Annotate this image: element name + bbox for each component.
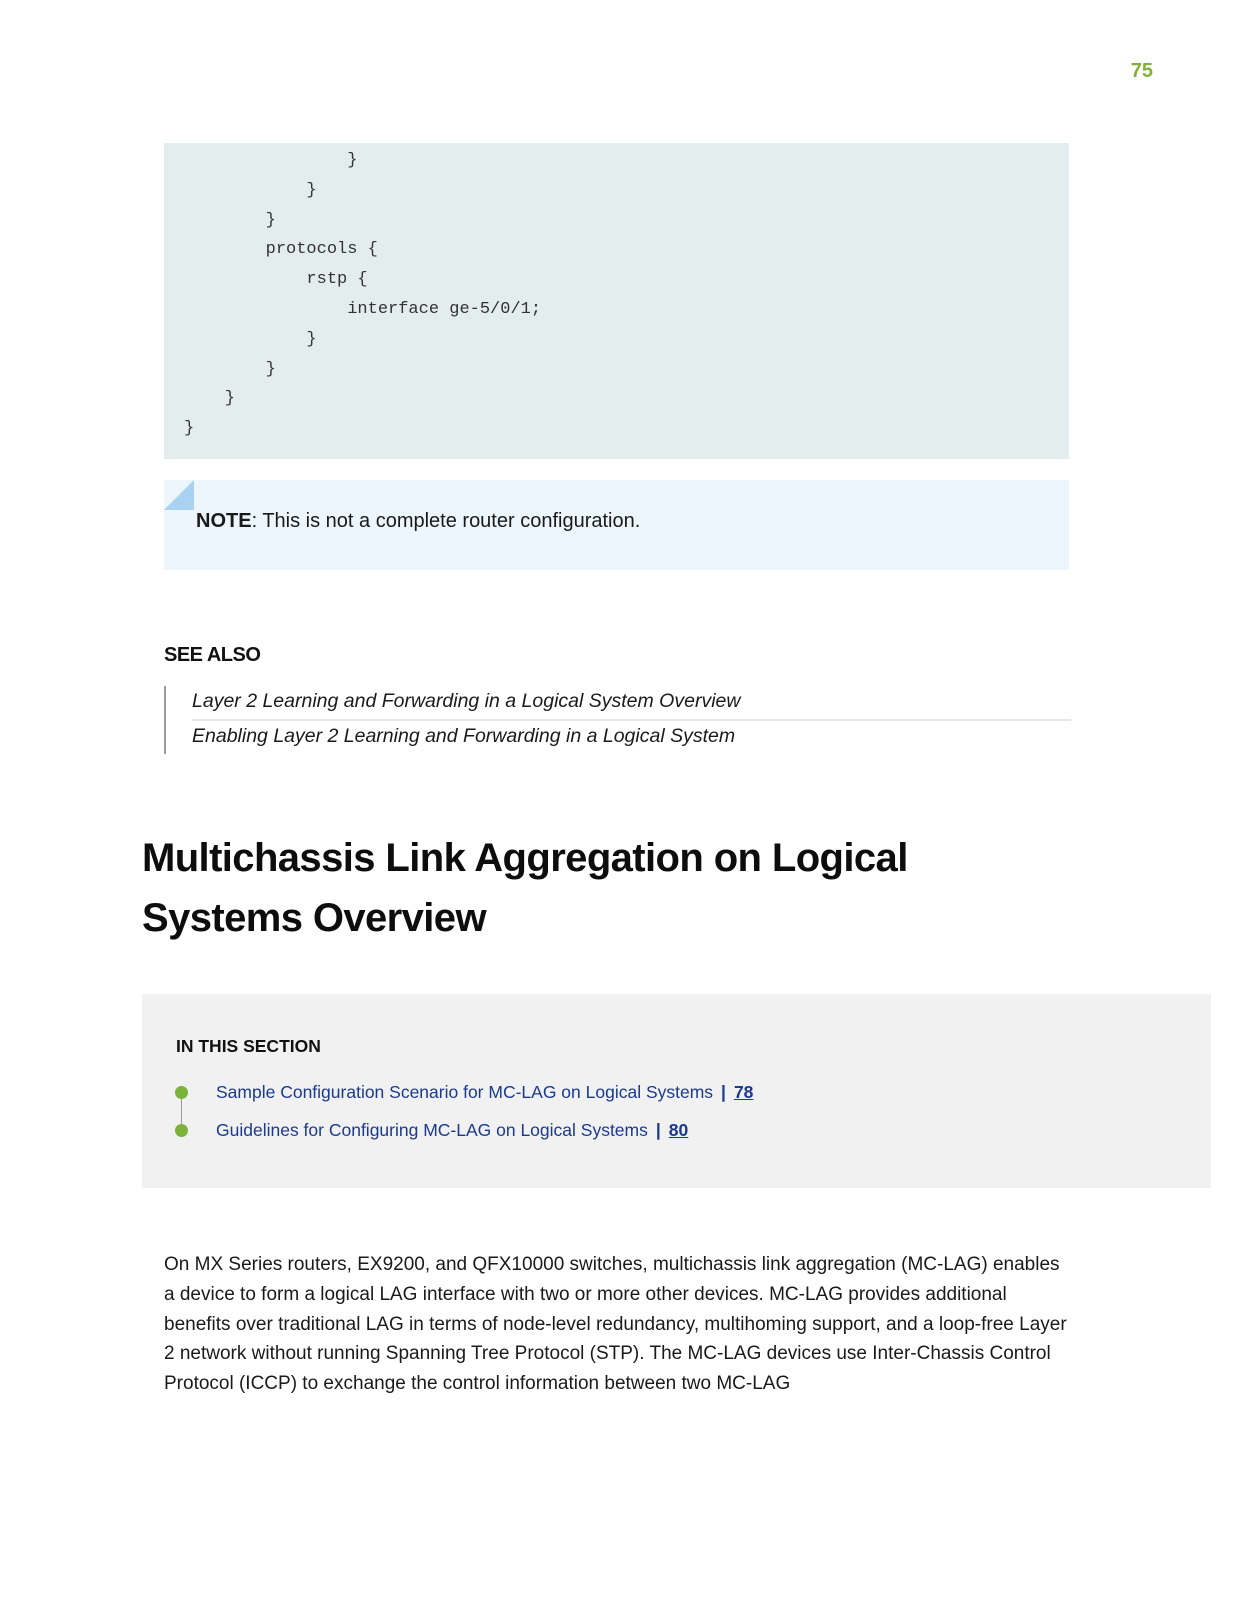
- code-line: protocols {: [184, 240, 378, 260]
- toc-separator: |: [655, 1119, 661, 1140]
- toc-item: [175, 1080, 753, 1104]
- see-also-heading: SEE ALSO: [164, 644, 261, 666]
- code-line: }: [184, 180, 317, 200]
- code-line: }: [184, 359, 276, 379]
- note-label: NOTE: [196, 510, 252, 532]
- code-line: interface ge-5/0/1;: [184, 299, 542, 319]
- code-line: }: [184, 329, 317, 349]
- code-line: }: [184, 389, 236, 409]
- bullet-icon: [175, 1086, 188, 1099]
- toc-page-number[interactable]: 80: [668, 1119, 689, 1140]
- code-line: rstp {: [184, 270, 368, 290]
- code-line: }: [184, 419, 195, 439]
- in-this-section-box: [142, 994, 1211, 1188]
- body-paragraph: On MX Series routers, EX9200, and QFX10000 switches, multichassis link aggregation (MC-LAG) enables a device to form a logical LAG interface with two or more other devices. MC-LAG provides additional benefits over traditional LAG in terms of node-level redundancy, multihoming support, and a loop-free Layer 2 network without running Spanning Tree Protocol (STP). The MC-LAG devices use Inter-Chassis Control Protocol (ICCP) to exchange the control information between two MC-LAG: [164, 1254, 1067, 1395]
- code-line: }: [184, 210, 276, 230]
- note-corner-icon: [164, 480, 194, 510]
- toc-page-number[interactable]: 78: [733, 1081, 754, 1102]
- note-box: [164, 480, 1069, 570]
- toc-separator: |: [721, 1081, 726, 1102]
- note-text: [196, 510, 640, 533]
- code-block: [164, 143, 1069, 459]
- code-line: }: [184, 151, 358, 170]
- section-title: Multichassis Link Aggregation on Logical Systems Overview: [142, 836, 908, 940]
- toc-link-sample-configuration[interactable]: Sample Configuration Scenario for MC-LAG on Logical Systems: [216, 1081, 714, 1102]
- note-body: : This is not a complete router configuration.: [251, 510, 641, 532]
- see-also-link-enabling[interactable]: Enabling Layer 2 Learning and Forwarding in a Logical System: [192, 725, 736, 747]
- in-this-section-heading: IN THIS SECTION: [176, 1036, 321, 1056]
- bullet-icon: [175, 1124, 188, 1137]
- see-also-list: [164, 686, 1071, 754]
- toc-link-guidelines[interactable]: Guidelines for Configuring MC-LAG on Logical Systems: [216, 1119, 648, 1140]
- toc-item: [175, 1118, 688, 1142]
- page-number: 75: [1130, 60, 1153, 82]
- see-also-link-overview[interactable]: Layer 2 Learning and Forwarding in a Logical System Overview: [192, 686, 1071, 721]
